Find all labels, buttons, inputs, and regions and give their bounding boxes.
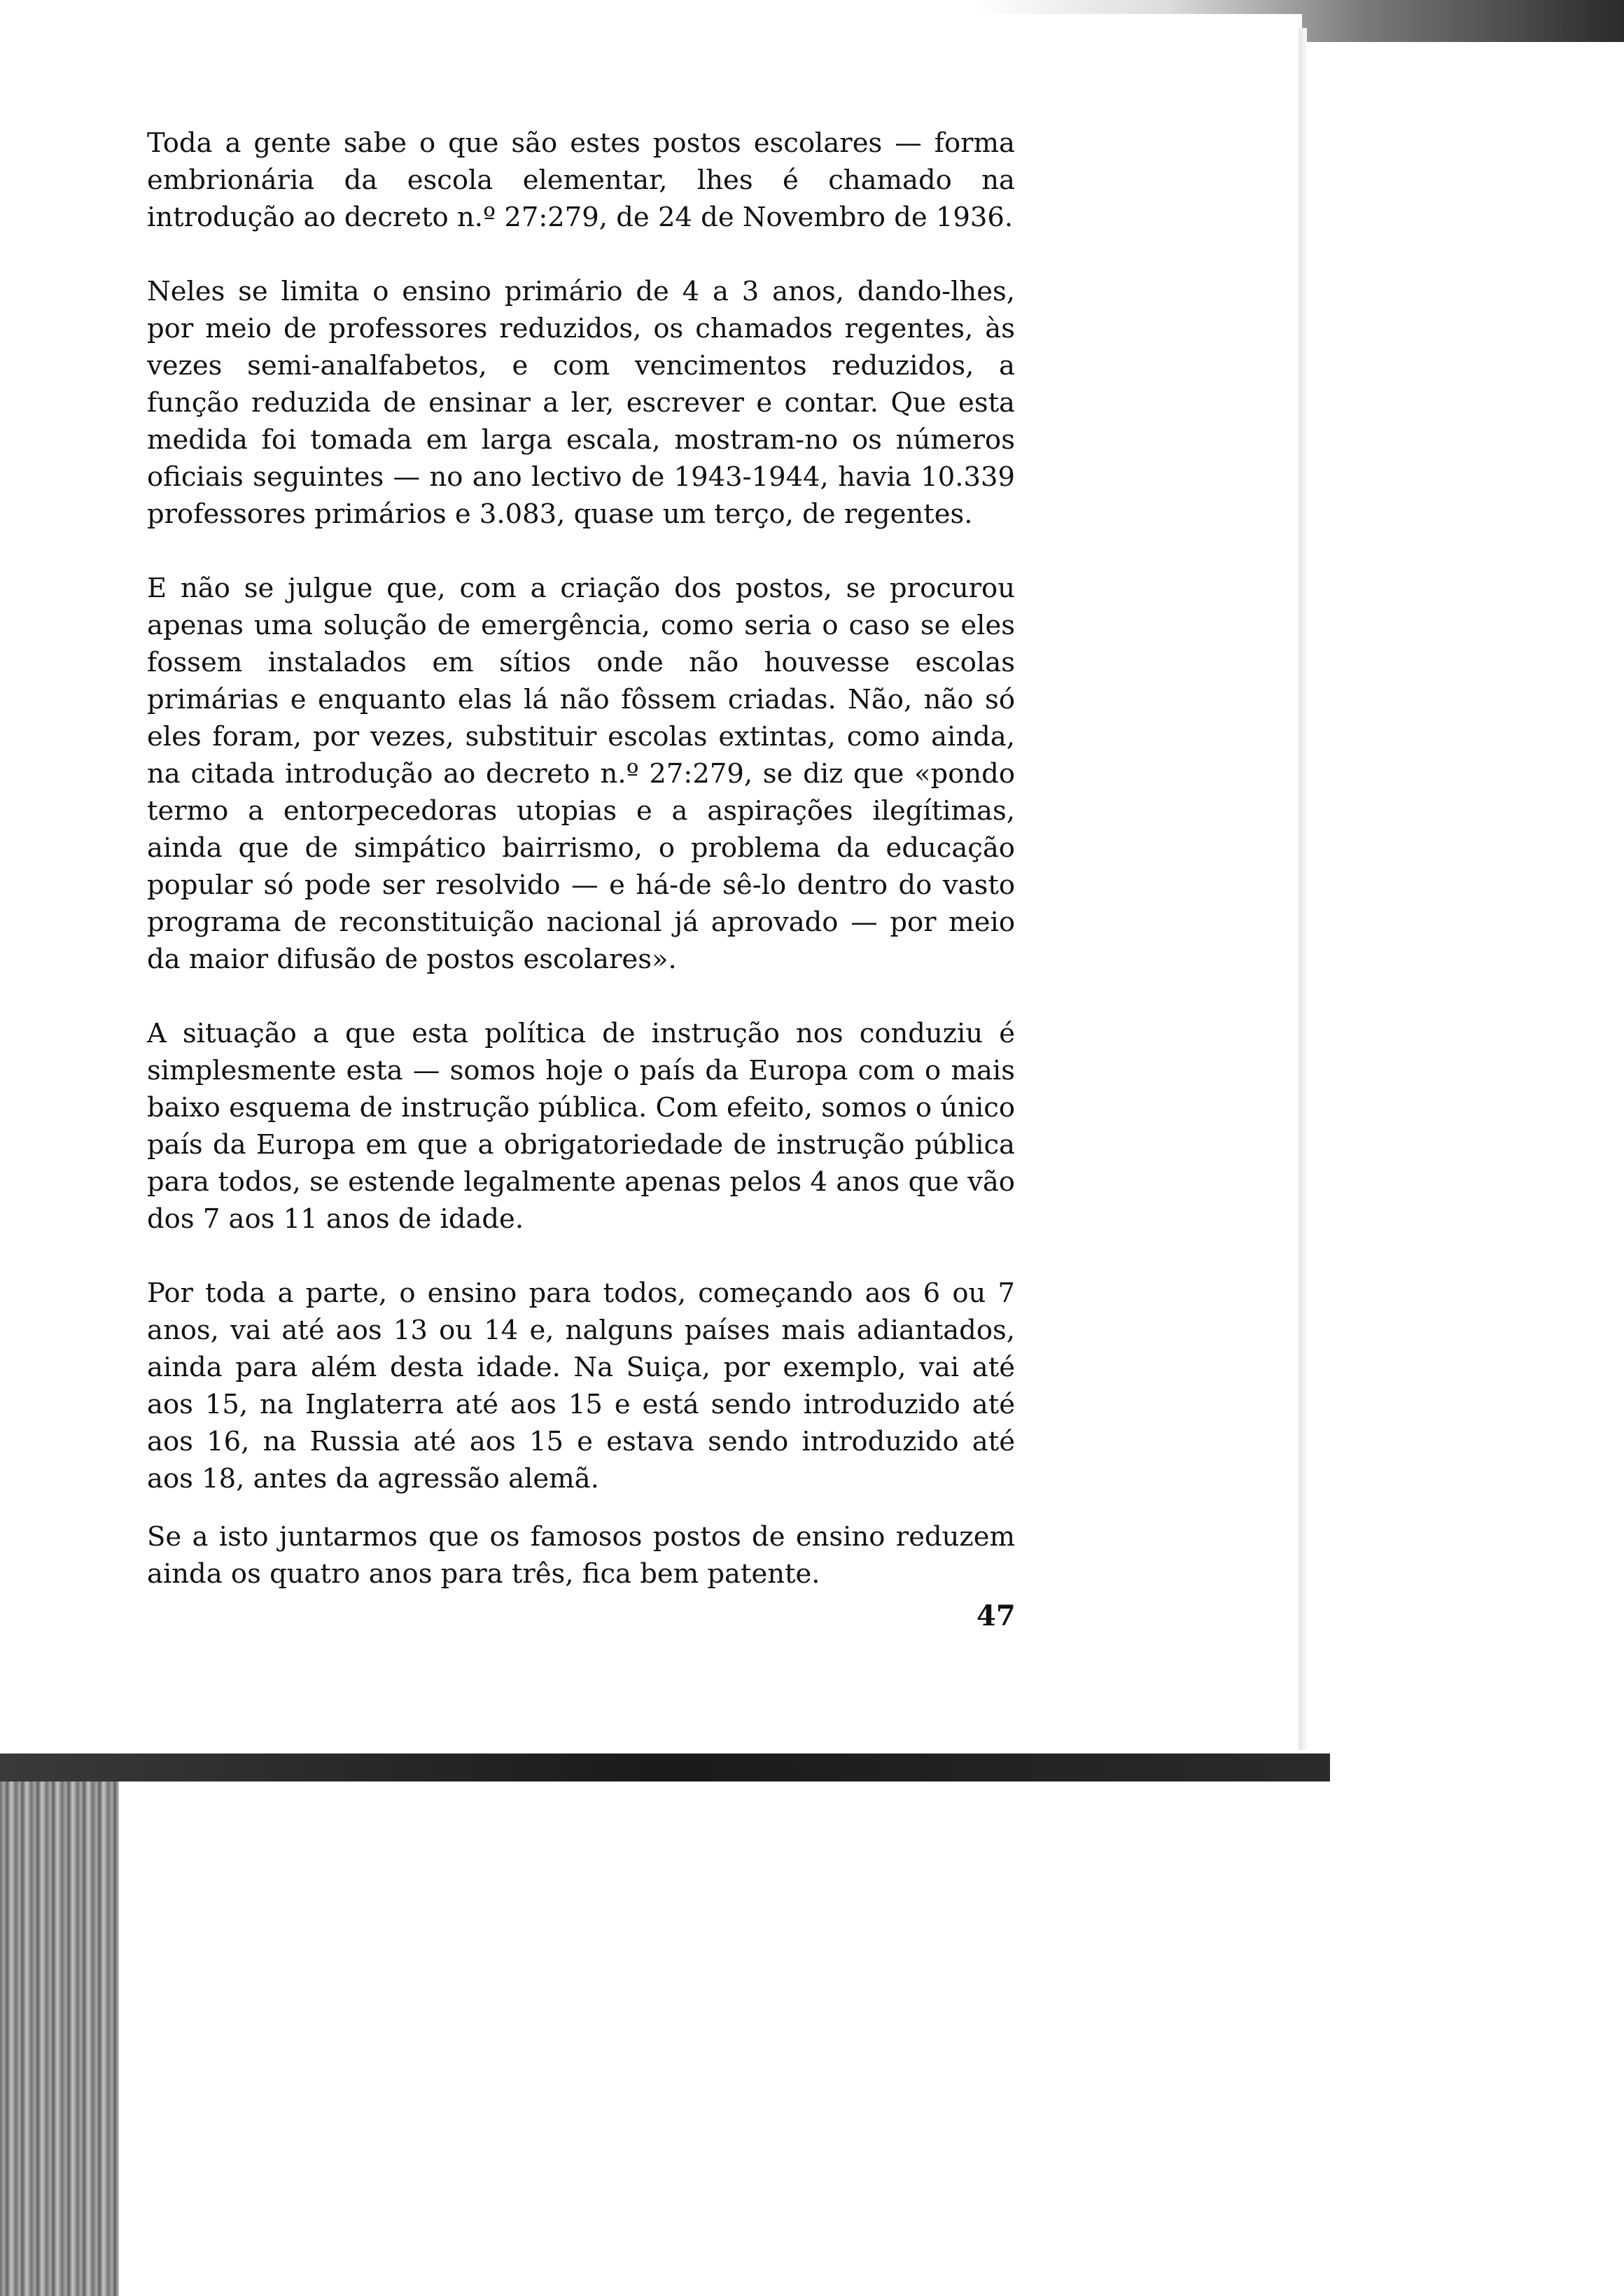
page-body-text [147,125,1015,1630]
paragraph-2: Neles se limita o ensino primário de 4 a 3 anos, dando-lhes, por meio de professores reduzidos, os chamados regentes, às vezes semi-analfabetos, e com vencimentos reduzidos, a função reduzida de ensinar a ler, escrever e contar. Que esta medida foi tomada em larga escala, mostram-no os números oficiais seguintes — no ano lectivo de 1943-1944, havia 10.339 professores primários e 3.083, quase um terço, de regentes. [147,276,1015,530]
page-edge-shadow [1298,28,1307,1750]
paragraph-5: Por toda a parte, o ensino para todos, começando aos 6 ou 7 anos, vai até aos 13 ou 14 e, nalguns países mais adiantados, ainda para além desta idade. Na Suiça, por exemplo, vai até aos 15, na Inglaterra até aos 15 e está sendo introduzido até aos 16, na Russia até aos 15 e estava sendo introduzido até aos 18, antes da agressão alemã. [147,1278,1015,1494]
book-binding-strip [0,1782,119,2296]
paragraph-1: Toda a gente sabe o que são estes postos escolares — forma embrionária da escola elementar, lhes é chamado na introdução ao decreto n.º 27:279, de 24 de Novembro de 1936. [147,127,1015,233]
paragraph-3: E não se julgue que, com a criação dos postos, se procurou apenas uma solução de emergência, como seria o caso se eles fossem instalados em sítios onde não houvesse escolas primárias e enquanto elas lá não fôssem criadas. Não, não só eles foram, por vezes, substituir escolas extintas, como ainda, na citada introdução ao decreto n.º 27:279, se diz que «pondo termo a entorpecedoras utopias e a aspirações ilegítimas, ainda que de simpático bairrismo, o problema da educação popular só pode ser resolvido — e há-de sê-lo dentro do vasto programa de reconstituição nacional já aprovado — por meio da maior difusão de postos escolares». [147,573,1015,975]
scanner-edge-bottom [0,1754,1624,2296]
paragraph-6: Se a isto juntarmos que os famosos postos de ensino reduzem ainda os quatro anos para três, fica bem patente. [147,1521,1015,1590]
page-bottom-shadow [0,1754,1330,1782]
paragraph-4: A situação a que esta política de instrução nos conduziu é simplesmente esta — somos hoje o país da Europa com o mais baixo esquema de instrução pública. Com efeito, somos o único país da Europa em que a obrigatoriedade de instrução pública para todos, se estende legalmente apenas pelos 4 anos que vão dos 7 aos 11 anos de idade. [147,1018,1015,1235]
page-number: 47 [976,1600,1016,1632]
